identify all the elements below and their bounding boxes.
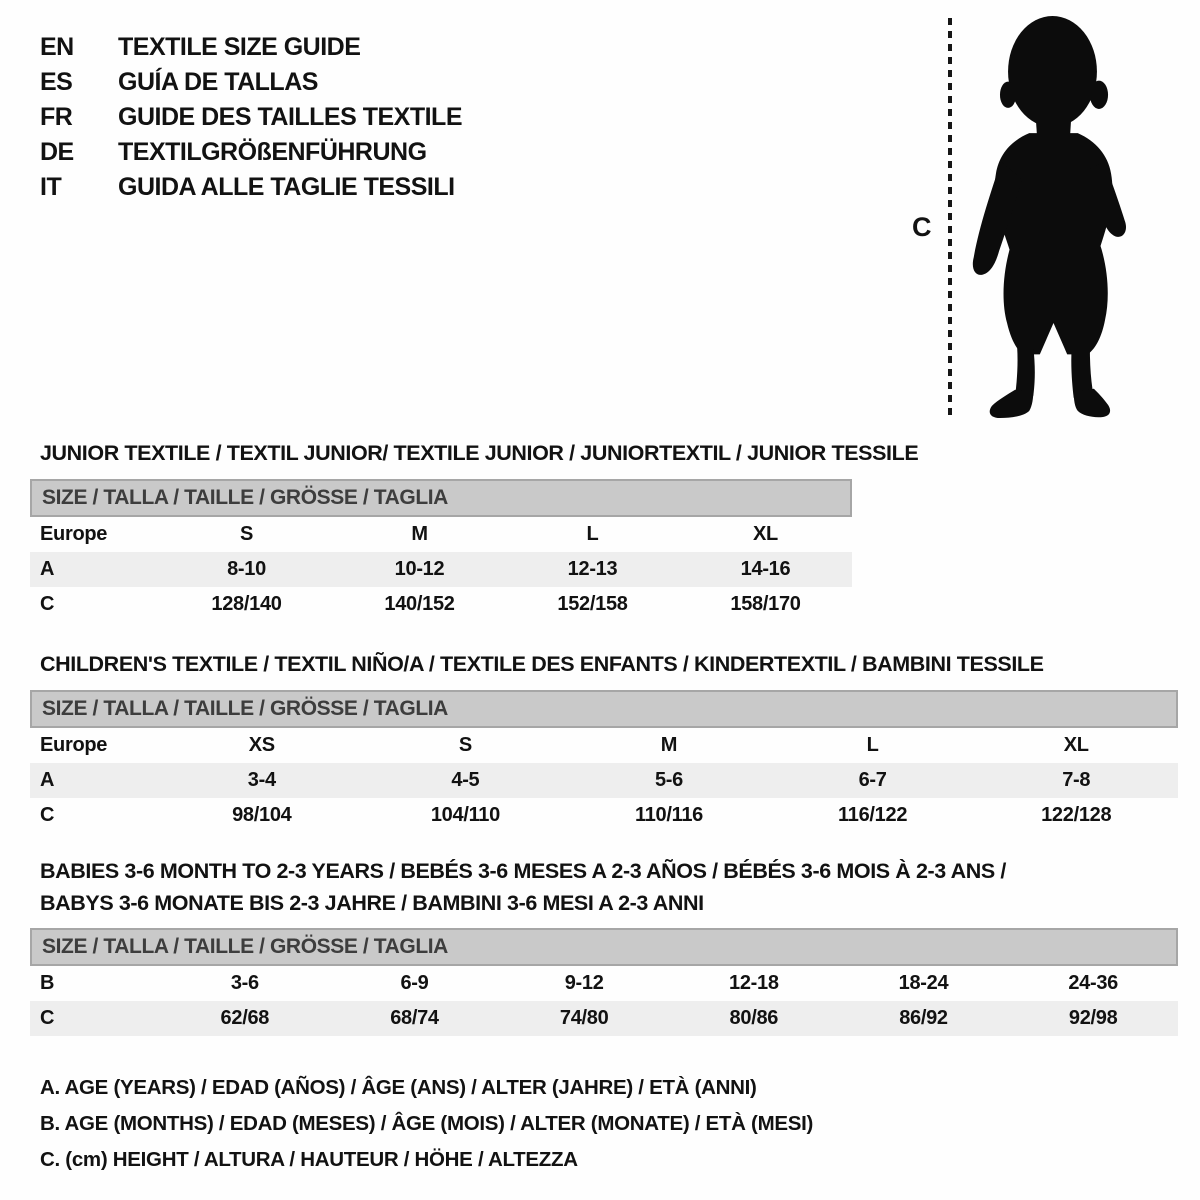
- language-code: IT: [40, 173, 62, 201]
- height-cell: 62/68: [220, 1007, 270, 1029]
- height-cell: 152/158: [557, 593, 628, 615]
- height-cell: 86/92: [899, 1007, 948, 1029]
- height-cell: 122/128: [1041, 804, 1112, 826]
- language-code: DE: [40, 138, 74, 166]
- row-label: Europe: [40, 523, 108, 545]
- legend-line-a: A. AGE (YEARS) / EDAD (AÑOS) / ÂGE (ANS) / ALTER (JAHRE) / ETÀ (ANNI): [40, 1076, 757, 1099]
- height-measure-dashed-line: [948, 18, 952, 416]
- table-row: [30, 798, 1178, 833]
- size-cell: L: [866, 734, 879, 756]
- childrens-section-heading: CHILDREN'S TEXTILE / TEXTIL NIÑO/A / TEXTILE DES ENFANTS / KINDERTEXTIL / BAMBINI TESSILE: [40, 652, 1044, 676]
- silhouette-leg-left: [1015, 347, 1035, 395]
- language-title: TEXTILGRÖßENFÜHRUNG: [118, 138, 427, 166]
- size-cell: XL: [1063, 734, 1089, 756]
- row-label: Europe: [40, 734, 108, 756]
- language-code: EN: [40, 33, 74, 61]
- row-label: B: [40, 972, 55, 994]
- age-cell: 18-24: [898, 972, 949, 994]
- language-code: ES: [40, 68, 73, 96]
- table-row: [30, 966, 1178, 1001]
- legend-line-b: B. AGE (MONTHS) / EDAD (MESES) / ÂGE (MOIS) / ALTER (MONATE) / ETÀ (MESI): [40, 1112, 814, 1135]
- language-row: [40, 30, 462, 65]
- language-title: GUIDE DES TAILLES TEXTILE: [118, 103, 463, 131]
- silhouette-foot-right: [1074, 389, 1110, 418]
- junior-size-table: [30, 479, 852, 622]
- table-row: [30, 1001, 1178, 1036]
- language-row: [40, 170, 462, 205]
- height-cell: 80/86: [729, 1007, 779, 1029]
- legend-line-c: C. (cm) HEIGHT / ALTURA / HAUTEUR / HÖHE / ALTEZZA: [40, 1148, 578, 1171]
- table-row: [30, 552, 852, 587]
- language-title: TEXTILE SIZE GUIDE: [118, 33, 361, 61]
- age-cell: 4-5: [451, 769, 480, 791]
- silhouette-foot-left: [990, 390, 1034, 418]
- height-cell: 92/98: [1068, 1007, 1118, 1029]
- childrens-size-table: [30, 690, 1178, 833]
- age-cell: 14-16: [740, 558, 791, 580]
- language-row: [40, 65, 462, 100]
- language-row: [40, 100, 462, 135]
- babies-section-heading-line1: BABIES 3-6 MONTH TO 2-3 YEARS / BEBÉS 3-6 MESES A 2-3 AÑOS / BÉBÉS 3-6 MOIS À 2-3 ANS /: [40, 859, 1006, 883]
- size-cell: S: [239, 523, 254, 545]
- age-cell: 12-13: [567, 558, 618, 580]
- age-cell: 24-36: [1068, 972, 1118, 994]
- language-title: GUÍA DE TALLAS: [118, 68, 318, 96]
- language-title-list: [40, 30, 462, 205]
- size-cell: L: [586, 523, 599, 545]
- toddler-silhouette-image: [963, 14, 1143, 418]
- age-cell: 8-10: [227, 558, 266, 580]
- height-cell: 158/170: [730, 593, 801, 615]
- junior-section-heading: JUNIOR TEXTILE / TEXTIL JUNIOR/ TEXTILE JUNIOR / JUNIORTEXTIL / JUNIOR TESSILE: [40, 441, 919, 465]
- table-row: [30, 763, 1178, 798]
- table-row: [30, 587, 852, 622]
- height-cell: 104/110: [430, 804, 500, 826]
- junior-size-bar: SIZE / TALLA / TAILLE / GRÖSSE / TAGLIA: [30, 479, 852, 517]
- language-code: FR: [40, 103, 73, 131]
- table-row: [30, 517, 852, 552]
- row-label: C: [40, 593, 55, 615]
- row-label: A: [40, 558, 55, 580]
- height-cell: 116/122: [838, 804, 908, 826]
- language-row: [40, 135, 462, 170]
- height-cell: 140/152: [384, 593, 455, 615]
- age-cell: 5-6: [654, 769, 683, 791]
- table-row: [30, 728, 1178, 763]
- height-cell: 110/116: [634, 804, 703, 826]
- measurement-legend: [40, 1070, 813, 1178]
- row-label: C: [40, 1007, 55, 1029]
- size-cell: M: [411, 523, 428, 545]
- height-measure-label: C: [912, 212, 932, 242]
- age-cell: 9-12: [564, 972, 604, 994]
- size-cell: XL: [753, 523, 778, 545]
- age-cell: 3-4: [247, 769, 276, 791]
- height-cell: 98/104: [232, 804, 292, 826]
- size-cell: M: [660, 734, 678, 756]
- age-cell: 6-7: [858, 769, 887, 791]
- babies-size-table: [30, 928, 1178, 1036]
- babies-section-heading-line2: BABYS 3-6 MONATE BIS 2-3 JAHRE / BAMBINI 3-6 MESI A 2-3 ANNI: [40, 891, 704, 915]
- row-label: C: [40, 804, 55, 826]
- row-label: A: [40, 769, 55, 791]
- height-cell: 128/140: [211, 593, 282, 615]
- height-cell: 68/74: [390, 1007, 439, 1029]
- silhouette-ear-left: [1000, 82, 1016, 108]
- childrens-size-bar: SIZE / TALLA / TAILLE / GRÖSSE / TAGLIA: [30, 690, 1178, 728]
- size-cell: S: [458, 734, 472, 756]
- silhouette-ear-right: [1090, 81, 1108, 109]
- height-cell: 74/80: [559, 1007, 609, 1029]
- size-cell: XS: [248, 734, 275, 756]
- babies-size-bar: SIZE / TALLA / TAILLE / GRÖSSE / TAGLIA: [30, 928, 1178, 966]
- language-title: GUIDA ALLE TAGLIE TESSILI: [118, 173, 455, 201]
- age-cell: 7-8: [1062, 769, 1091, 791]
- age-cell: 6-9: [400, 972, 429, 994]
- age-cell: 3-6: [230, 972, 259, 994]
- age-cell: 10-12: [394, 558, 445, 580]
- age-cell: 12-18: [729, 972, 779, 994]
